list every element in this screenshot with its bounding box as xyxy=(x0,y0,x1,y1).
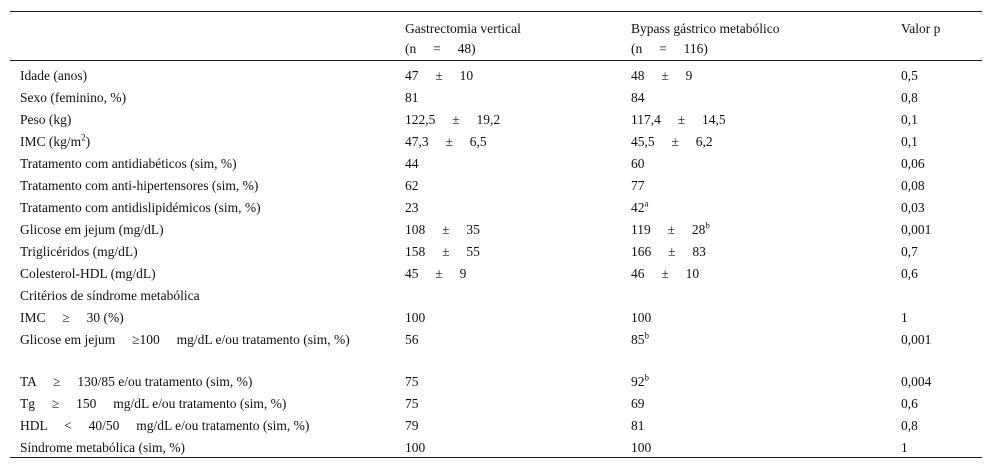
row-label-text: Triglicéridos (mg/dL) xyxy=(20,243,138,259)
p-value: 0,6 xyxy=(901,395,918,411)
row-label-tail: ) xyxy=(85,133,91,149)
table-row xyxy=(10,130,982,152)
row-label-text: Peso (kg) xyxy=(20,111,72,127)
sleeve-gastrectomy-value: 23 xyxy=(405,199,419,215)
p-value: 0,6 xyxy=(901,265,918,281)
row-label xyxy=(10,130,405,152)
gastric-bypass-value-text: 84 xyxy=(631,89,645,105)
header-row xyxy=(10,12,982,61)
row-label-text: Tratamento com antidislipidémicos (sim, %) xyxy=(20,199,261,215)
row-label xyxy=(10,436,405,458)
table-header xyxy=(10,12,982,61)
gastric-bypass-value-text: 60 xyxy=(631,155,645,171)
row-label xyxy=(10,392,405,414)
row-label-text: Síndrome metabólica (sim, %) xyxy=(20,439,185,455)
gastric-bypass-value-text: 117,4 ± 14,5 xyxy=(631,111,726,127)
p-value: 0,1 xyxy=(901,133,918,149)
header-bp-n: (n = 116) xyxy=(631,41,708,56)
table-row xyxy=(10,174,982,196)
gastric-bypass-value xyxy=(631,61,901,86)
row-label xyxy=(10,218,405,240)
gastric-bypass-value xyxy=(631,196,901,218)
gastric-bypass-value xyxy=(631,174,901,196)
gastric-bypass-value-text: 92 xyxy=(631,373,645,389)
sleeve-gastrectomy-value: 45 ± 9 xyxy=(405,265,467,281)
row-label xyxy=(10,61,405,86)
sleeve-gastrectomy-value: 56 xyxy=(405,331,419,347)
p-value: 0,8 xyxy=(901,89,918,105)
data-table-wrapper xyxy=(10,11,982,458)
header-sg-n: (n = 48) xyxy=(405,41,476,56)
sleeve-gastrectomy-value: 75 xyxy=(405,373,419,389)
gastric-bypass-value-text: 119 ± 28 xyxy=(631,221,706,237)
p-value xyxy=(901,284,982,306)
table-row xyxy=(10,414,982,436)
table-row xyxy=(10,218,982,240)
row-label-text: Sexo (feminino, %) xyxy=(20,89,127,105)
row-label-text: HDL < 40/50 mg/dL e/ou tratamento (sim, %) xyxy=(20,417,310,433)
table-row xyxy=(10,328,982,370)
sleeve-gastrectomy-value: 44 xyxy=(405,155,419,171)
gastric-bypass-value xyxy=(631,392,901,414)
gastric-bypass-value-text: 45,5 ± 6,2 xyxy=(631,133,713,149)
p-value: 0,7 xyxy=(901,243,918,259)
gastric-bypass-value xyxy=(631,370,901,392)
p-value: 0,001 xyxy=(901,331,932,347)
row-label xyxy=(10,174,405,196)
sleeve-gastrectomy-value: 158 ± 55 xyxy=(405,243,480,259)
header-gastric-bypass xyxy=(631,12,901,61)
table-row xyxy=(10,370,982,392)
table-row xyxy=(10,61,982,86)
sleeve-gastrectomy-value: 47 ± 10 xyxy=(405,68,474,83)
table-row xyxy=(10,262,982,284)
row-label xyxy=(10,328,405,370)
sleeve-gastrectomy-value xyxy=(405,284,631,306)
gastric-bypass-superscript: b xyxy=(644,372,649,382)
gastric-bypass-value xyxy=(631,218,901,240)
row-label-text: Glicose em jejum (mg/dL) xyxy=(20,221,164,237)
table-row xyxy=(10,86,982,108)
row-label-text: IMC ≥ 30 (%) xyxy=(20,309,124,325)
table-row xyxy=(10,240,982,262)
gastric-bypass-value xyxy=(631,86,901,108)
table-body xyxy=(10,61,982,458)
table-row xyxy=(10,306,982,328)
gastric-bypass-value-text: 85 xyxy=(631,331,645,347)
p-value: 0,06 xyxy=(901,155,925,171)
header-p-value: Valor p xyxy=(901,21,941,36)
gastric-bypass-value-text: 81 xyxy=(631,417,645,433)
row-label xyxy=(10,262,405,284)
table-row xyxy=(10,284,982,306)
gastric-bypass-value-text: 69 xyxy=(631,395,645,411)
row-label xyxy=(10,414,405,436)
row-label-text: Tratamento com anti-hipertensores (sim, %) xyxy=(20,177,259,193)
gastric-bypass-value-text: 48 ± 9 xyxy=(631,68,693,83)
gastric-bypass-value-text: 42 xyxy=(631,199,645,215)
gastric-bypass-value xyxy=(631,240,901,262)
gastric-bypass-superscript: b xyxy=(644,330,649,340)
p-value: 0,004 xyxy=(901,373,932,389)
gastric-bypass-value xyxy=(631,306,901,328)
row-label xyxy=(10,152,405,174)
sleeve-gastrectomy-value: 47,3 ± 6,5 xyxy=(405,133,487,149)
comparison-table xyxy=(10,11,982,458)
row-label-text: Critérios de síndrome metabólica xyxy=(20,287,200,303)
table-row xyxy=(10,436,982,458)
p-value: 0,001 xyxy=(901,221,932,237)
header-blank xyxy=(10,12,405,61)
row-label-text: TA ≥ 130/85 e/ou tratamento (sim, %) xyxy=(20,373,253,389)
row-label-text: Glicose em jejum ≥100 mg/dL e/ou tratamento (sim, %) xyxy=(20,331,350,347)
gastric-bypass-value-text: 77 xyxy=(631,177,645,193)
gastric-bypass-value xyxy=(631,262,901,284)
p-value: 0,1 xyxy=(901,111,918,127)
row-label xyxy=(10,108,405,130)
row-label xyxy=(10,240,405,262)
table-row xyxy=(10,196,982,218)
p-value: 0,8 xyxy=(901,417,918,433)
sleeve-gastrectomy-value: 122,5 ± 19,2 xyxy=(405,111,501,127)
sleeve-gastrectomy-value: 100 xyxy=(405,309,426,325)
row-label-text: Idade (anos) xyxy=(20,68,88,83)
p-value: 0,08 xyxy=(901,177,925,193)
row-label xyxy=(10,284,405,306)
header-sg-title: Gastrectomia vertical xyxy=(405,21,521,36)
gastric-bypass-value xyxy=(631,152,901,174)
header-sleeve-gastrectomy xyxy=(405,12,631,61)
gastric-bypass-superscript: b xyxy=(705,220,710,230)
row-label-superscript: 2 xyxy=(81,132,86,142)
gastric-bypass-value-text: 100 xyxy=(631,309,652,325)
row-label xyxy=(10,86,405,108)
gastric-bypass-value xyxy=(631,414,901,436)
sleeve-gastrectomy-value: 81 xyxy=(405,89,419,105)
gastric-bypass-superscript: a xyxy=(644,198,649,208)
sleeve-gastrectomy-value: 75 xyxy=(405,395,419,411)
gastric-bypass-value-text: 46 ± 10 xyxy=(631,265,700,281)
row-label-text: IMC (kg/m xyxy=(20,133,82,149)
row-label-text: Colesterol-HDL (mg/dL) xyxy=(20,265,156,281)
sleeve-gastrectomy-value: 79 xyxy=(405,417,419,433)
gastric-bypass-value xyxy=(631,284,901,306)
p-value: 1 xyxy=(901,439,908,455)
gastric-bypass-value-text: 166 ± 83 xyxy=(631,243,706,259)
sleeve-gastrectomy-value: 62 xyxy=(405,177,419,193)
gastric-bypass-value xyxy=(631,436,901,458)
gastric-bypass-value xyxy=(631,328,901,370)
row-label xyxy=(10,370,405,392)
row-label-text: Tg ≥ 150 mg/dL e/ou tratamento (sim, %) xyxy=(20,395,287,411)
p-value: 0,03 xyxy=(901,199,925,215)
p-value: 1 xyxy=(901,309,908,325)
row-label xyxy=(10,196,405,218)
gastric-bypass-value-text: 100 xyxy=(631,439,652,455)
table-row xyxy=(10,392,982,414)
table-row xyxy=(10,152,982,174)
sleeve-gastrectomy-value: 100 xyxy=(405,439,426,455)
gastric-bypass-value xyxy=(631,108,901,130)
p-value: 0,5 xyxy=(901,68,918,83)
row-label xyxy=(10,306,405,328)
header-bp-title: Bypass gástrico metabólico xyxy=(631,21,780,36)
sleeve-gastrectomy-value: 108 ± 35 xyxy=(405,221,480,237)
gastric-bypass-value xyxy=(631,130,901,152)
table-row xyxy=(10,108,982,130)
row-label-text: Tratamento com antidiabéticos (sim, %) xyxy=(20,155,237,171)
